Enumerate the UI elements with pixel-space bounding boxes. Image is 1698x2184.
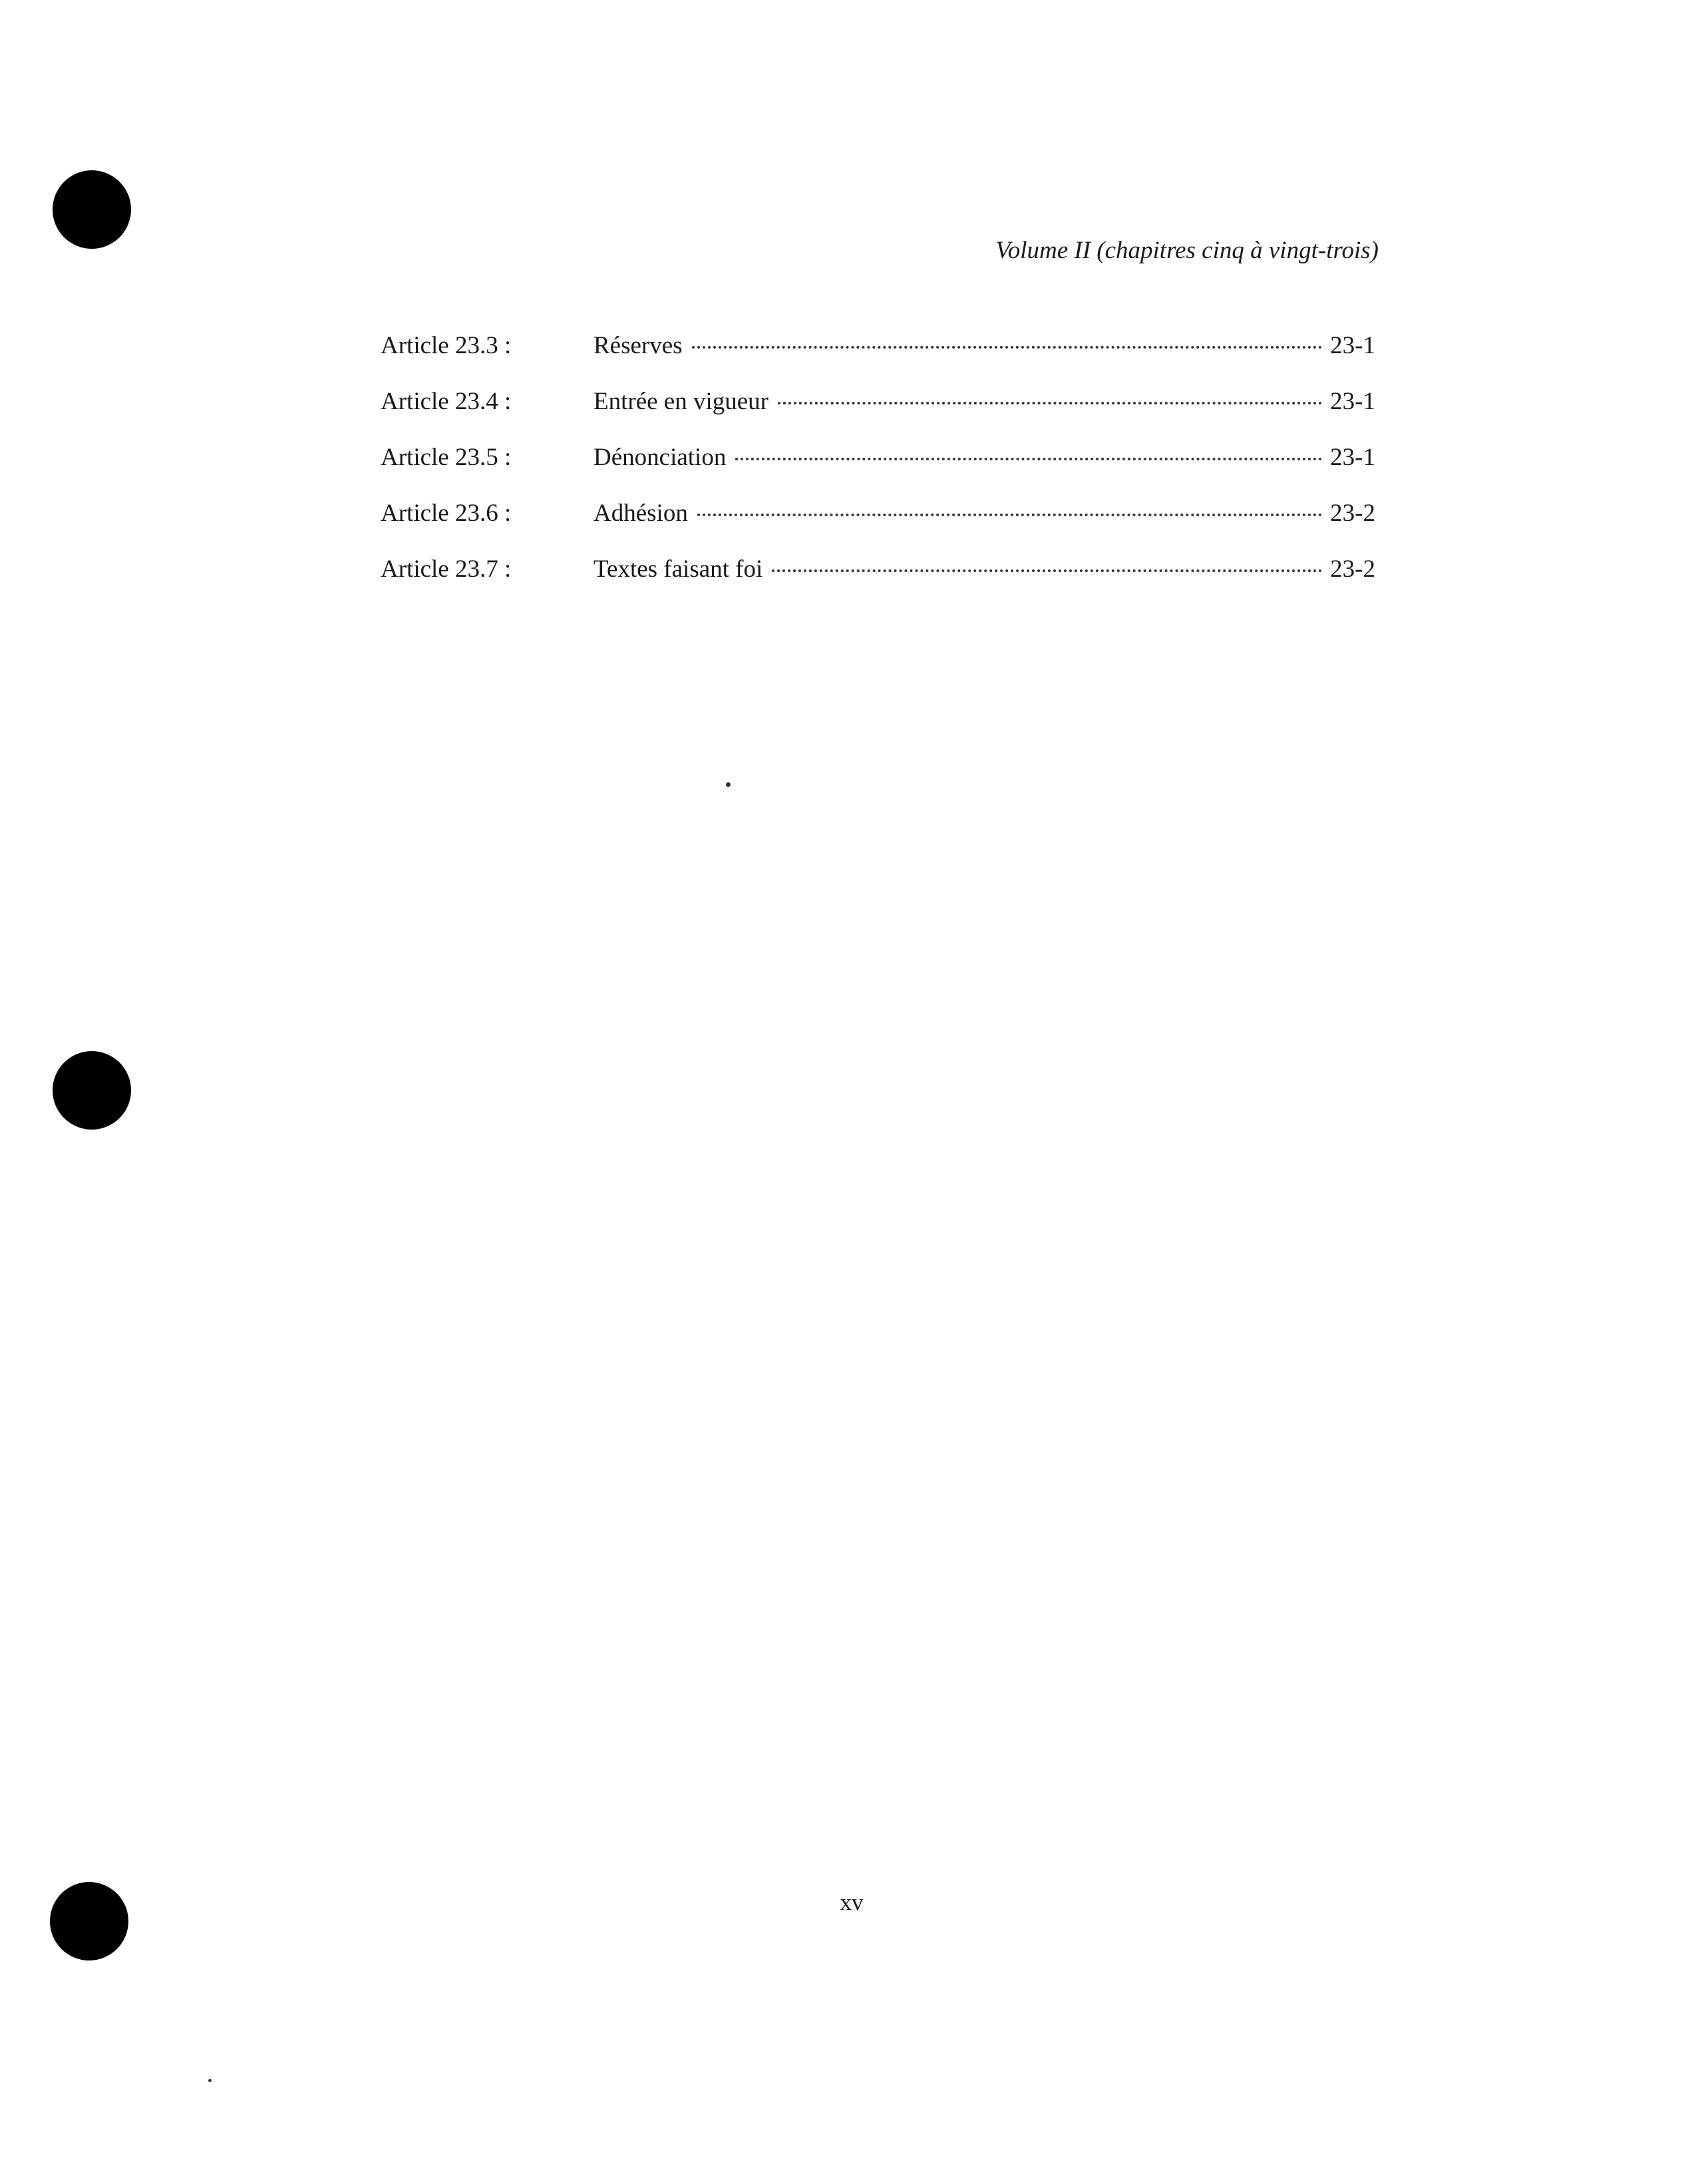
scan-speck — [208, 2079, 212, 2082]
toc-article-number: Article 23.5 : — [381, 444, 512, 471]
toc-entry — [381, 494, 1375, 549]
toc-entry — [381, 549, 1375, 605]
punch-hole-bottom — [50, 1882, 128, 1960]
scan-speck — [726, 782, 731, 787]
toc-article-number: Article 23.7 : — [381, 555, 512, 583]
toc-page-number: 23-2 — [1330, 555, 1375, 583]
toc-entry-title: Adhésion — [594, 500, 688, 527]
table-of-contents — [381, 326, 1375, 605]
punch-hole-top — [53, 170, 131, 249]
dot-leader — [772, 569, 1322, 572]
toc-article-number: Article 23.3 : — [381, 332, 512, 359]
dot-leader — [778, 402, 1322, 404]
toc-article-number: Article 23.6 : — [381, 500, 512, 527]
toc-page-number: 23-2 — [1330, 500, 1375, 527]
toc-entry-line — [594, 438, 1375, 478]
toc-entry-line — [594, 326, 1375, 366]
dot-leader — [697, 514, 1322, 516]
dot-leader — [735, 458, 1322, 460]
punch-hole-middle — [53, 1051, 131, 1130]
toc-entry-title: Textes faisant foi — [594, 555, 763, 583]
toc-page-number: 23-1 — [1330, 444, 1375, 471]
toc-entry — [381, 438, 1375, 494]
toc-entry-line — [594, 382, 1375, 422]
toc-entry-title: Réserves — [594, 332, 683, 359]
toc-entry — [381, 382, 1375, 438]
toc-entry-title: Dénonciation — [594, 444, 727, 471]
toc-page-number: 23-1 — [1330, 388, 1375, 415]
dot-leader — [692, 346, 1323, 349]
toc-page-number: 23-1 — [1330, 332, 1375, 359]
toc-article-number: Article 23.4 : — [381, 388, 512, 415]
toc-entry-title: Entrée en vigueur — [594, 388, 768, 415]
page-number: xv — [840, 1889, 864, 1915]
running-header: Volume II (chapitres cinq à vingt-trois) — [995, 237, 1379, 264]
toc-entry — [381, 326, 1375, 382]
toc-entry-line — [594, 494, 1375, 534]
toc-entry-line — [594, 549, 1375, 589]
